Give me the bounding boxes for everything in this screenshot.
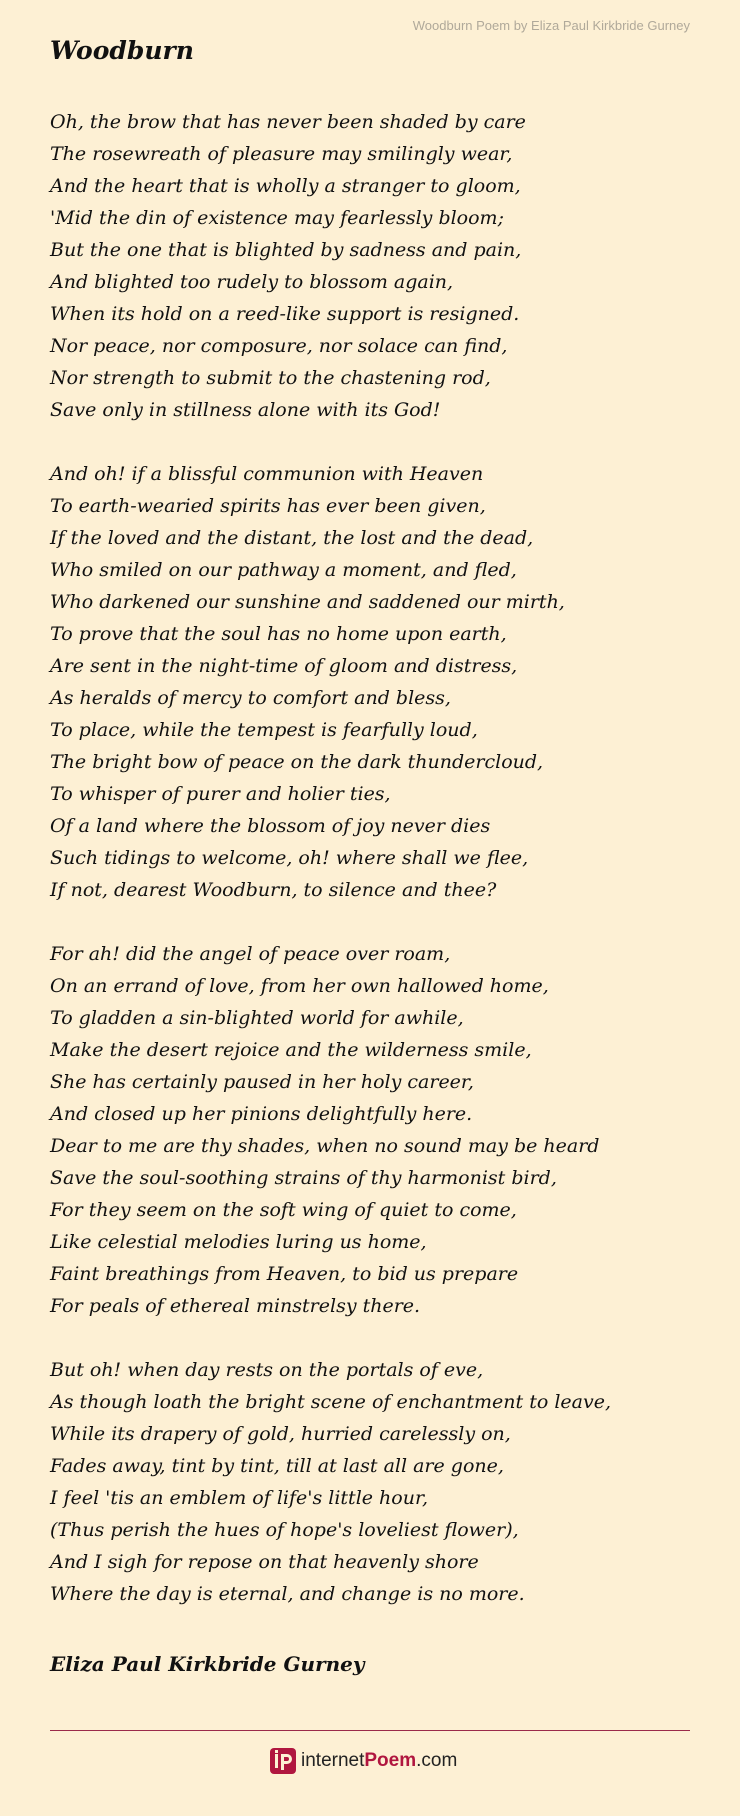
poem-line: And oh! if a blissful communion with Heaven (50, 463, 484, 485)
poem-line: Fades away, tint by tint, till at last all are gone, (50, 1455, 504, 1477)
site-logo-text (301, 1750, 457, 1772)
poem-line: Where the day is eternal, and change is no more. (50, 1583, 525, 1605)
poem-title: Woodburn (50, 36, 194, 65)
internetpoem-logo-icon (270, 1748, 296, 1774)
poem-line: 'Mid the din of existence may fearlessly bloom; (50, 207, 504, 229)
poem-line: And I sigh for repose on that heavenly shore (50, 1551, 479, 1573)
poem-line: For ah! did the angel of peace over roam, (50, 943, 451, 965)
poem-line: Are sent in the night-time of gloom and distress, (50, 655, 518, 677)
footer-divider (50, 1730, 690, 1731)
poem-line: (Thus perish the hues of hope's loveliest flower), (50, 1519, 519, 1541)
poem-line: Save only in stillness alone with its God! (50, 399, 441, 421)
poem-line: Who darkened our sunshine and saddened our mirth, (50, 591, 565, 613)
poem-line: Dear to me are thy shades, when no sound may be heard (50, 1135, 600, 1157)
poem-line: To prove that the soul has no home upon earth, (50, 623, 507, 645)
poem-line: And closed up her pinions delightfully here. (50, 1103, 473, 1125)
poem-author[interactable]: Eliza Paul Kirkbride Gurney (50, 1652, 365, 1676)
poem-line: To place, while the tempest is fearfully loud, (50, 719, 478, 741)
poem-line: Of a land where the blossom of joy never dies (50, 815, 491, 837)
poem-line: Save the soul-soothing strains of thy harmonist bird, (50, 1167, 557, 1189)
poem-line: And the heart that is wholly a stranger to gloom, (50, 175, 521, 197)
poem-line: When its hold on a reed-like support is resigned. (50, 303, 520, 325)
poem-credit: Woodburn Poem by Eliza Paul Kirkbride Gurney (412, 18, 690, 33)
poem-stanza (50, 1354, 700, 1610)
poem-line: As though loath the bright scene of enchantment to leave, (50, 1391, 611, 1413)
logo-suffix: .com (416, 1750, 458, 1771)
poem-line: She has certainly paused in her holy career, (50, 1071, 474, 1093)
poem-line: If the loved and the distant, the lost and the dead, (50, 527, 534, 549)
poem-line: The bright bow of peace on the dark thundercloud, (50, 751, 544, 773)
poem-line: To earth-wearied spirits has ever been given, (50, 495, 486, 517)
poem-line: To whisper of purer and holier ties, (50, 783, 391, 805)
poem-line: As heralds of mercy to comfort and bless, (50, 687, 451, 709)
poem-line: The rosewreath of pleasure may smilingly wear, (50, 143, 513, 165)
poem-stanza (50, 106, 700, 426)
poem-line: Nor peace, nor composure, nor solace can find, (50, 335, 508, 357)
poem-line: To gladden a sin-blighted world for awhile, (50, 1007, 464, 1029)
poem-line: For peals of ethereal minstrelsy there. (50, 1295, 421, 1317)
poem-stanza (50, 938, 700, 1322)
site-logo[interactable] (270, 1746, 457, 1776)
poem-line: Nor strength to submit to the chastening rod, (50, 367, 491, 389)
poem-line: For they seem on the soft wing of quiet to come, (50, 1199, 517, 1221)
poem-line: Such tidings to welcome, oh! where shall we flee, (50, 847, 529, 869)
poem-line: Who smiled on our pathway a moment, and fled, (50, 559, 517, 581)
poem-line: Make the desert rejoice and the wilderness smile, (50, 1039, 532, 1061)
poem-line: But oh! when day rests on the portals of eve, (50, 1359, 484, 1381)
poem-line: But the one that is blighted by sadness and pain, (50, 239, 522, 261)
poem-line: On an errand of love, from her own hallowed home, (50, 975, 549, 997)
poem-line: Like celestial melodies luring us home, (50, 1231, 427, 1253)
poem-line: And blighted too rudely to blossom again, (50, 271, 454, 293)
logo-prefix: internet (301, 1750, 365, 1771)
poem-line: If not, dearest Woodburn, to silence and thee? (50, 879, 497, 901)
logo-brand: Poem (364, 1750, 417, 1771)
poem-line: Faint breathings from Heaven, to bid us prepare (50, 1263, 519, 1285)
poem-line: I feel 'tis an emblem of life's little hour, (50, 1487, 428, 1509)
poem-stanza (50, 458, 700, 906)
poem-body (50, 106, 700, 1642)
poem-line: While its drapery of gold, hurried carelessly on, (50, 1423, 511, 1445)
poem-line: Oh, the brow that has never been shaded by care (50, 111, 526, 133)
